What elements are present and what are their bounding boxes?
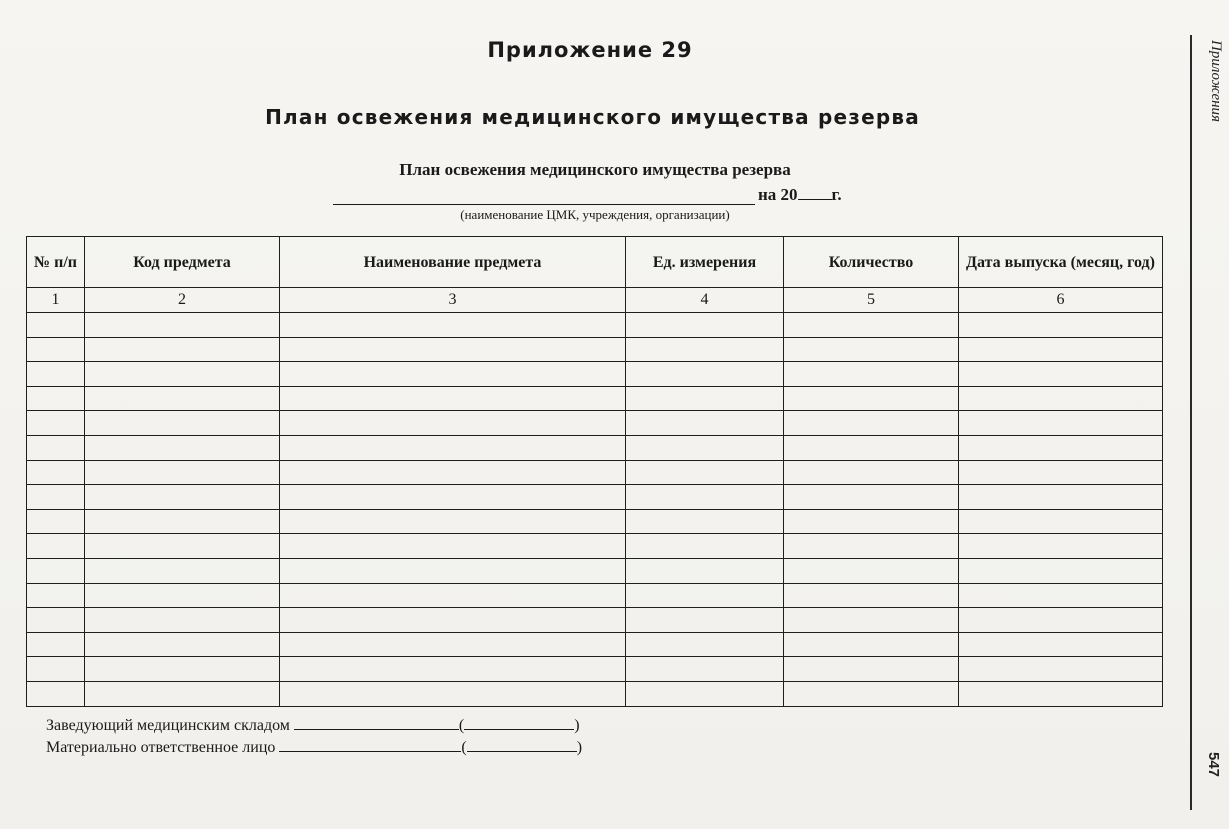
header-item-name: Наименование предмета	[280, 237, 626, 288]
table-cell[interactable]	[626, 608, 784, 633]
table-cell[interactable]	[280, 534, 626, 559]
table-cell[interactable]	[784, 435, 959, 460]
table-cell[interactable]	[280, 608, 626, 633]
table-cell[interactable]	[85, 435, 280, 460]
table-cell[interactable]	[27, 485, 85, 510]
table-cell[interactable]	[959, 337, 1163, 362]
table-cell[interactable]	[784, 313, 959, 338]
table-cell[interactable]	[959, 411, 1163, 436]
table-cell[interactable]	[784, 509, 959, 534]
paren-close: )	[576, 739, 583, 756]
table-cell[interactable]	[27, 632, 85, 657]
table-cell[interactable]	[280, 485, 626, 510]
table-cell[interactable]	[280, 411, 626, 436]
table-cell[interactable]	[85, 608, 280, 633]
table-cell[interactable]	[85, 386, 280, 411]
column-number: 5	[784, 288, 959, 313]
table-row	[27, 362, 1163, 387]
table-cell[interactable]	[784, 411, 959, 436]
table-cell[interactable]	[626, 337, 784, 362]
table-cell[interactable]	[27, 608, 85, 633]
table-cell[interactable]	[784, 485, 959, 510]
table-row	[27, 435, 1163, 460]
table-cell[interactable]	[626, 485, 784, 510]
table-cell[interactable]	[27, 411, 85, 436]
table-cell[interactable]	[959, 313, 1163, 338]
signature-row-responsible	[46, 737, 582, 759]
appendix-title: Приложение 29	[487, 38, 693, 62]
table-cell[interactable]	[280, 509, 626, 534]
year-suffix: г.	[831, 185, 842, 204]
table-cell[interactable]	[784, 632, 959, 657]
table-cell[interactable]	[959, 583, 1163, 608]
organization-name-line	[333, 204, 755, 205]
table-cell[interactable]	[784, 558, 959, 583]
table-cell[interactable]	[85, 583, 280, 608]
table-cell[interactable]	[280, 632, 626, 657]
table-row	[27, 657, 1163, 682]
table-cell[interactable]	[85, 632, 280, 657]
table-header-row	[27, 237, 1163, 288]
plan-table	[26, 236, 1163, 707]
paren-open: (	[461, 739, 467, 756]
signature-block	[46, 715, 582, 759]
table-cell[interactable]	[85, 509, 280, 534]
table-row	[27, 337, 1163, 362]
table-row	[27, 608, 1163, 633]
column-number: 6	[959, 288, 1163, 313]
warehouse-head-signature-line[interactable]	[294, 715, 459, 730]
table-cell[interactable]	[280, 681, 626, 706]
table-cell[interactable]	[959, 509, 1163, 534]
table-cell[interactable]	[959, 435, 1163, 460]
table-cell[interactable]	[85, 558, 280, 583]
table-cell[interactable]	[959, 386, 1163, 411]
responsible-person-signature-line[interactable]	[279, 737, 461, 752]
responsible-person-name-line[interactable]	[467, 737, 577, 752]
table-cell[interactable]	[85, 681, 280, 706]
header-item-code: Код предмета	[85, 237, 280, 288]
table-row	[27, 485, 1163, 510]
table-cell[interactable]	[784, 362, 959, 387]
table-row	[27, 632, 1163, 657]
table-cell[interactable]	[784, 337, 959, 362]
table-cell[interactable]	[27, 435, 85, 460]
column-number-row	[27, 288, 1163, 313]
table-cell[interactable]	[626, 435, 784, 460]
table-cell[interactable]	[85, 534, 280, 559]
table-cell[interactable]	[959, 558, 1163, 583]
table-cell[interactable]	[280, 435, 626, 460]
table-cell[interactable]	[626, 460, 784, 485]
table-cell[interactable]	[626, 509, 784, 534]
table-cell[interactable]	[85, 485, 280, 510]
table-cell[interactable]	[280, 337, 626, 362]
table-cell[interactable]	[626, 386, 784, 411]
table-cell[interactable]	[784, 681, 959, 706]
table-cell[interactable]	[27, 460, 85, 485]
table-cell[interactable]	[626, 313, 784, 338]
table-cell[interactable]	[626, 534, 784, 559]
table-cell[interactable]	[959, 681, 1163, 706]
table-cell[interactable]	[959, 362, 1163, 387]
organization-caption: (наименование ЦМК, учреждения, организации)	[460, 207, 730, 222]
table-cell[interactable]	[626, 632, 784, 657]
section-side-label: Приложения	[1208, 40, 1224, 123]
table-cell[interactable]	[626, 681, 784, 706]
year-blank-line	[798, 185, 832, 200]
table-cell[interactable]	[27, 657, 85, 682]
table-cell[interactable]	[280, 313, 626, 338]
table-cell[interactable]	[27, 534, 85, 559]
table-row	[27, 313, 1163, 338]
header-release-date: Дата выпуска (месяц, год)	[959, 237, 1163, 288]
table-cell[interactable]	[85, 460, 280, 485]
table-cell[interactable]	[85, 411, 280, 436]
column-number: 1	[27, 288, 85, 313]
table-cell[interactable]	[959, 485, 1163, 510]
table-cell[interactable]	[959, 608, 1163, 633]
table-cell[interactable]	[784, 657, 959, 682]
table-cell[interactable]	[27, 386, 85, 411]
table-cell[interactable]	[280, 657, 626, 682]
paren-close: )	[574, 717, 580, 734]
year-prefix: на 20	[758, 185, 798, 204]
table-cell[interactable]	[85, 337, 280, 362]
table-row	[27, 386, 1163, 411]
table-cell[interactable]	[784, 534, 959, 559]
table-cell[interactable]	[27, 681, 85, 706]
table-cell[interactable]	[85, 313, 280, 338]
warehouse-head-label: Заведующий медицинским складом	[46, 717, 290, 734]
warehouse-head-name-line[interactable]	[464, 715, 574, 730]
page-number: 547	[1205, 752, 1222, 778]
table-cell[interactable]	[27, 558, 85, 583]
column-number: 4	[626, 288, 784, 313]
signature-row-warehouse-head	[46, 715, 582, 737]
paren-open: (	[458, 717, 465, 734]
table-cell[interactable]	[784, 608, 959, 633]
table-cell[interactable]	[27, 313, 85, 338]
table-cell[interactable]	[959, 460, 1163, 485]
main-title: План освежения медицинского имущества резерва	[265, 105, 920, 129]
table-row	[27, 460, 1163, 485]
table-row	[27, 534, 1163, 559]
table-cell[interactable]	[27, 362, 85, 387]
table-cell[interactable]	[280, 386, 626, 411]
column-number: 2	[85, 288, 280, 313]
table-row	[27, 411, 1163, 436]
form-title: План освежения медицинского имущества резерва	[399, 160, 791, 179]
table-cell[interactable]	[85, 657, 280, 682]
table-cell[interactable]	[280, 583, 626, 608]
table-cell[interactable]	[626, 583, 784, 608]
table-cell[interactable]	[959, 632, 1163, 657]
table-row	[27, 558, 1163, 583]
table-cell[interactable]	[959, 657, 1163, 682]
table-cell[interactable]	[626, 657, 784, 682]
table-cell[interactable]	[280, 558, 626, 583]
table-cell[interactable]	[626, 362, 784, 387]
table-cell[interactable]	[27, 337, 85, 362]
table-cell[interactable]	[85, 362, 280, 387]
table-row	[27, 509, 1163, 534]
table-row	[27, 681, 1163, 706]
table-cell[interactable]	[959, 534, 1163, 559]
table-cell[interactable]	[784, 583, 959, 608]
table-cell[interactable]	[27, 509, 85, 534]
header-unit: Ед. измерения	[626, 237, 784, 288]
year-label	[758, 185, 842, 205]
table-cell[interactable]	[27, 583, 85, 608]
table-cell[interactable]	[626, 558, 784, 583]
table-cell[interactable]	[784, 460, 959, 485]
table-cell[interactable]	[784, 386, 959, 411]
table-cell[interactable]	[626, 411, 784, 436]
header-quantity: Количество	[784, 237, 959, 288]
table-cell[interactable]	[280, 362, 626, 387]
header-number: № п/п	[27, 237, 85, 288]
column-number: 3	[280, 288, 626, 313]
table-row	[27, 583, 1163, 608]
responsible-person-label: Материально ответственное лицо	[46, 739, 276, 756]
margin-rule	[1190, 35, 1192, 810]
table-cell[interactable]	[280, 460, 626, 485]
